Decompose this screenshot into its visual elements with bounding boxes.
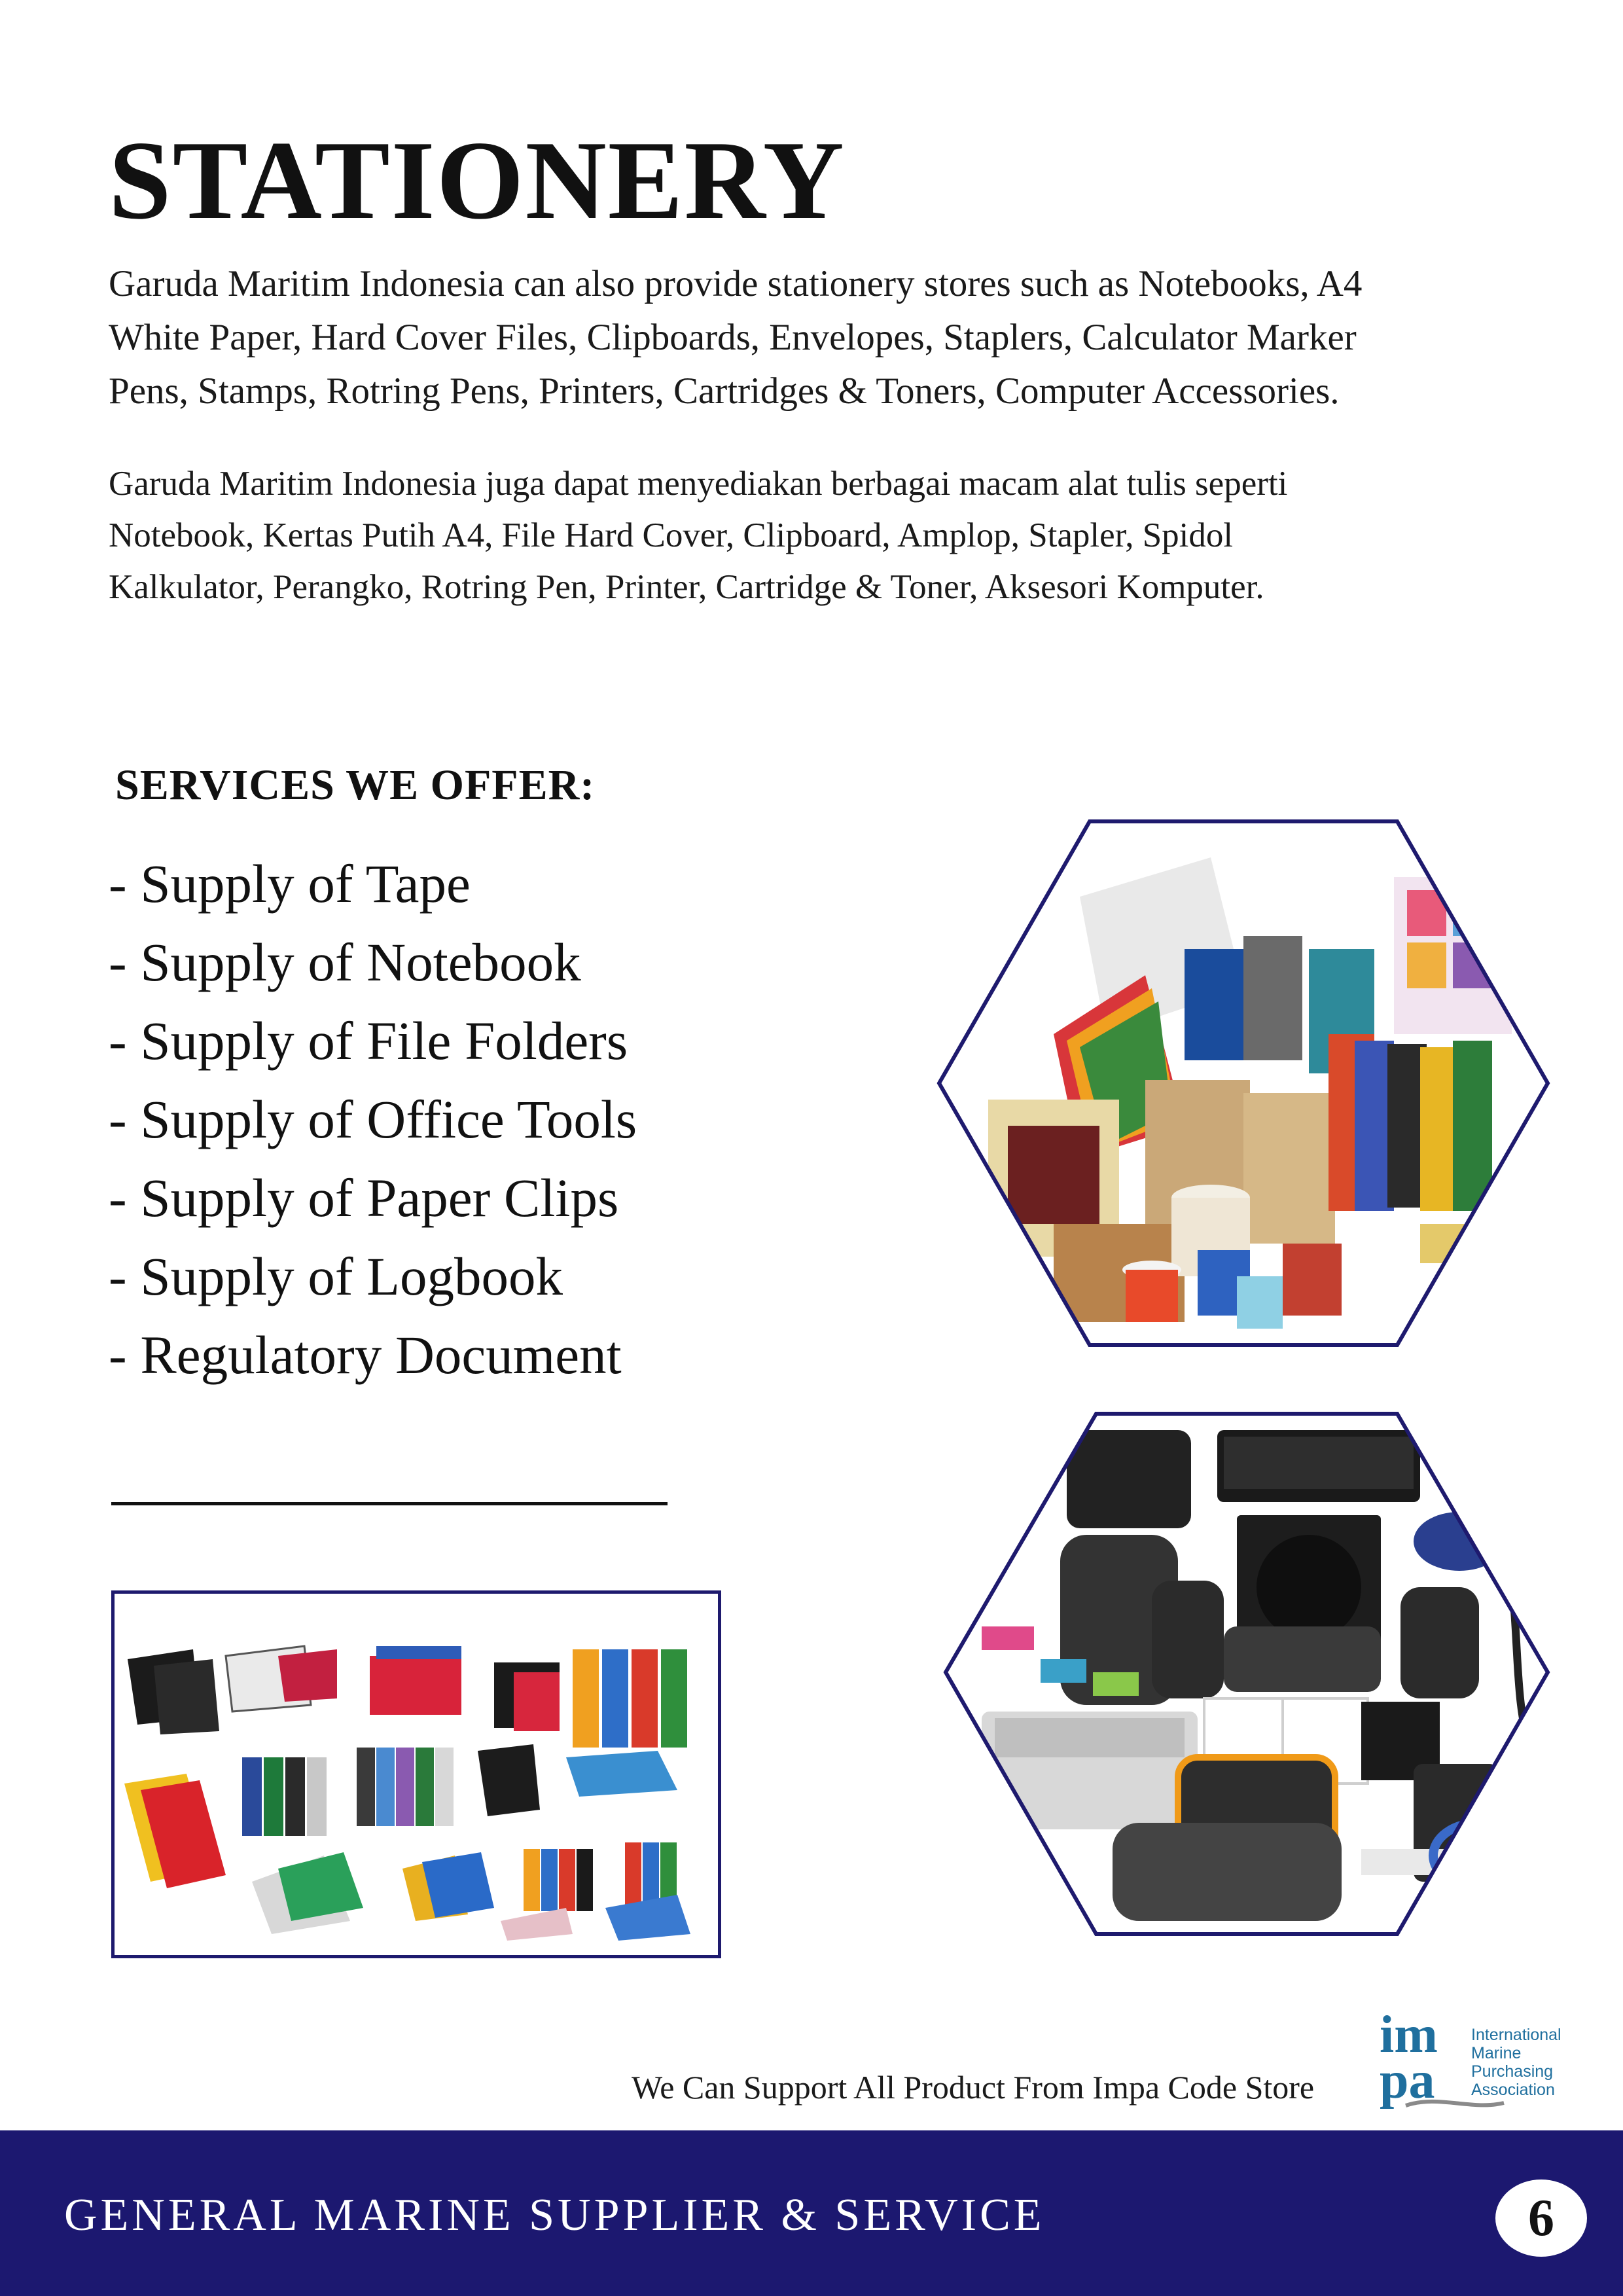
page-number-badge (1495, 2179, 1587, 2257)
service-item: - Supply of Notebook (109, 932, 581, 992)
computer-hexagon-photo (942, 1410, 1551, 1937)
services-list (109, 844, 637, 1394)
intro-english-line: Garuda Maritim Indonesia can also provide stationery stores such as Notebooks, A4 (109, 263, 1363, 304)
services-heading: SERVICES WE OFFER: (115, 761, 596, 809)
impa-logo (1380, 2006, 1589, 2114)
svg-text:Marine: Marine (1471, 2044, 1522, 2062)
impa-logo-mark (1380, 2006, 1589, 2114)
file-folders-photo (115, 1594, 718, 1955)
footer-title: GENERAL MARINE SUPPLIER & SERVICE (64, 2190, 1045, 2240)
service-item: - Regulatory Document (109, 1325, 622, 1385)
intro-english-line: White Paper, Hard Cover Files, Clipboards, Envelopes, Staplers, Calculator Marker (109, 317, 1357, 358)
intro-indonesian-line: Kalkulator, Perangko, Rotring Pen, Printer, Cartridge & Toner, Aksesori Komputer. (109, 568, 1264, 606)
svg-text:International: International (1471, 2026, 1561, 2044)
support-text: We Can Support All Product From Impa Code Store (632, 2069, 1315, 2106)
service-item: - Supply of Paper Clips (109, 1168, 619, 1228)
service-item: - Supply of File Folders (109, 1011, 628, 1071)
service-item: - Supply of Logbook (109, 1246, 563, 1306)
svg-text:pa: pa (1380, 2052, 1435, 2109)
intro-indonesian (109, 458, 1548, 613)
computer-accessories-image (942, 1410, 1551, 1937)
page-number: 6 (1528, 2189, 1554, 2247)
section-divider (111, 1502, 668, 1505)
stationery-hexagon-photo (936, 818, 1551, 1348)
service-item: - Supply of Tape (109, 853, 471, 914)
intro-english (109, 257, 1548, 418)
svg-text:im: im (1380, 2006, 1438, 2064)
intro-indonesian-line: Notebook, Kertas Putih A4, File Hard Cover, Clipboard, Amplop, Stapler, Spidol (109, 516, 1234, 554)
page-title: STATIONERY (109, 118, 846, 243)
intro-indonesian-line: Garuda Maritim Indonesia juga dapat menyediakan berbagai macam alat tulis seperti (109, 465, 1288, 503)
stationery-supplies-image (936, 818, 1551, 1348)
footer-bar (0, 2130, 1623, 2296)
svg-text:Purchasing: Purchasing (1471, 2062, 1554, 2081)
service-item: - Supply of Office Tools (109, 1089, 637, 1149)
intro-english-line: Pens, Stamps, Rotring Pens, Printers, Cartridges & Toners, Computer Accessories. (109, 370, 1340, 412)
file-folders-image (111, 1590, 721, 1958)
svg-text:Association: Association (1471, 2081, 1555, 2099)
